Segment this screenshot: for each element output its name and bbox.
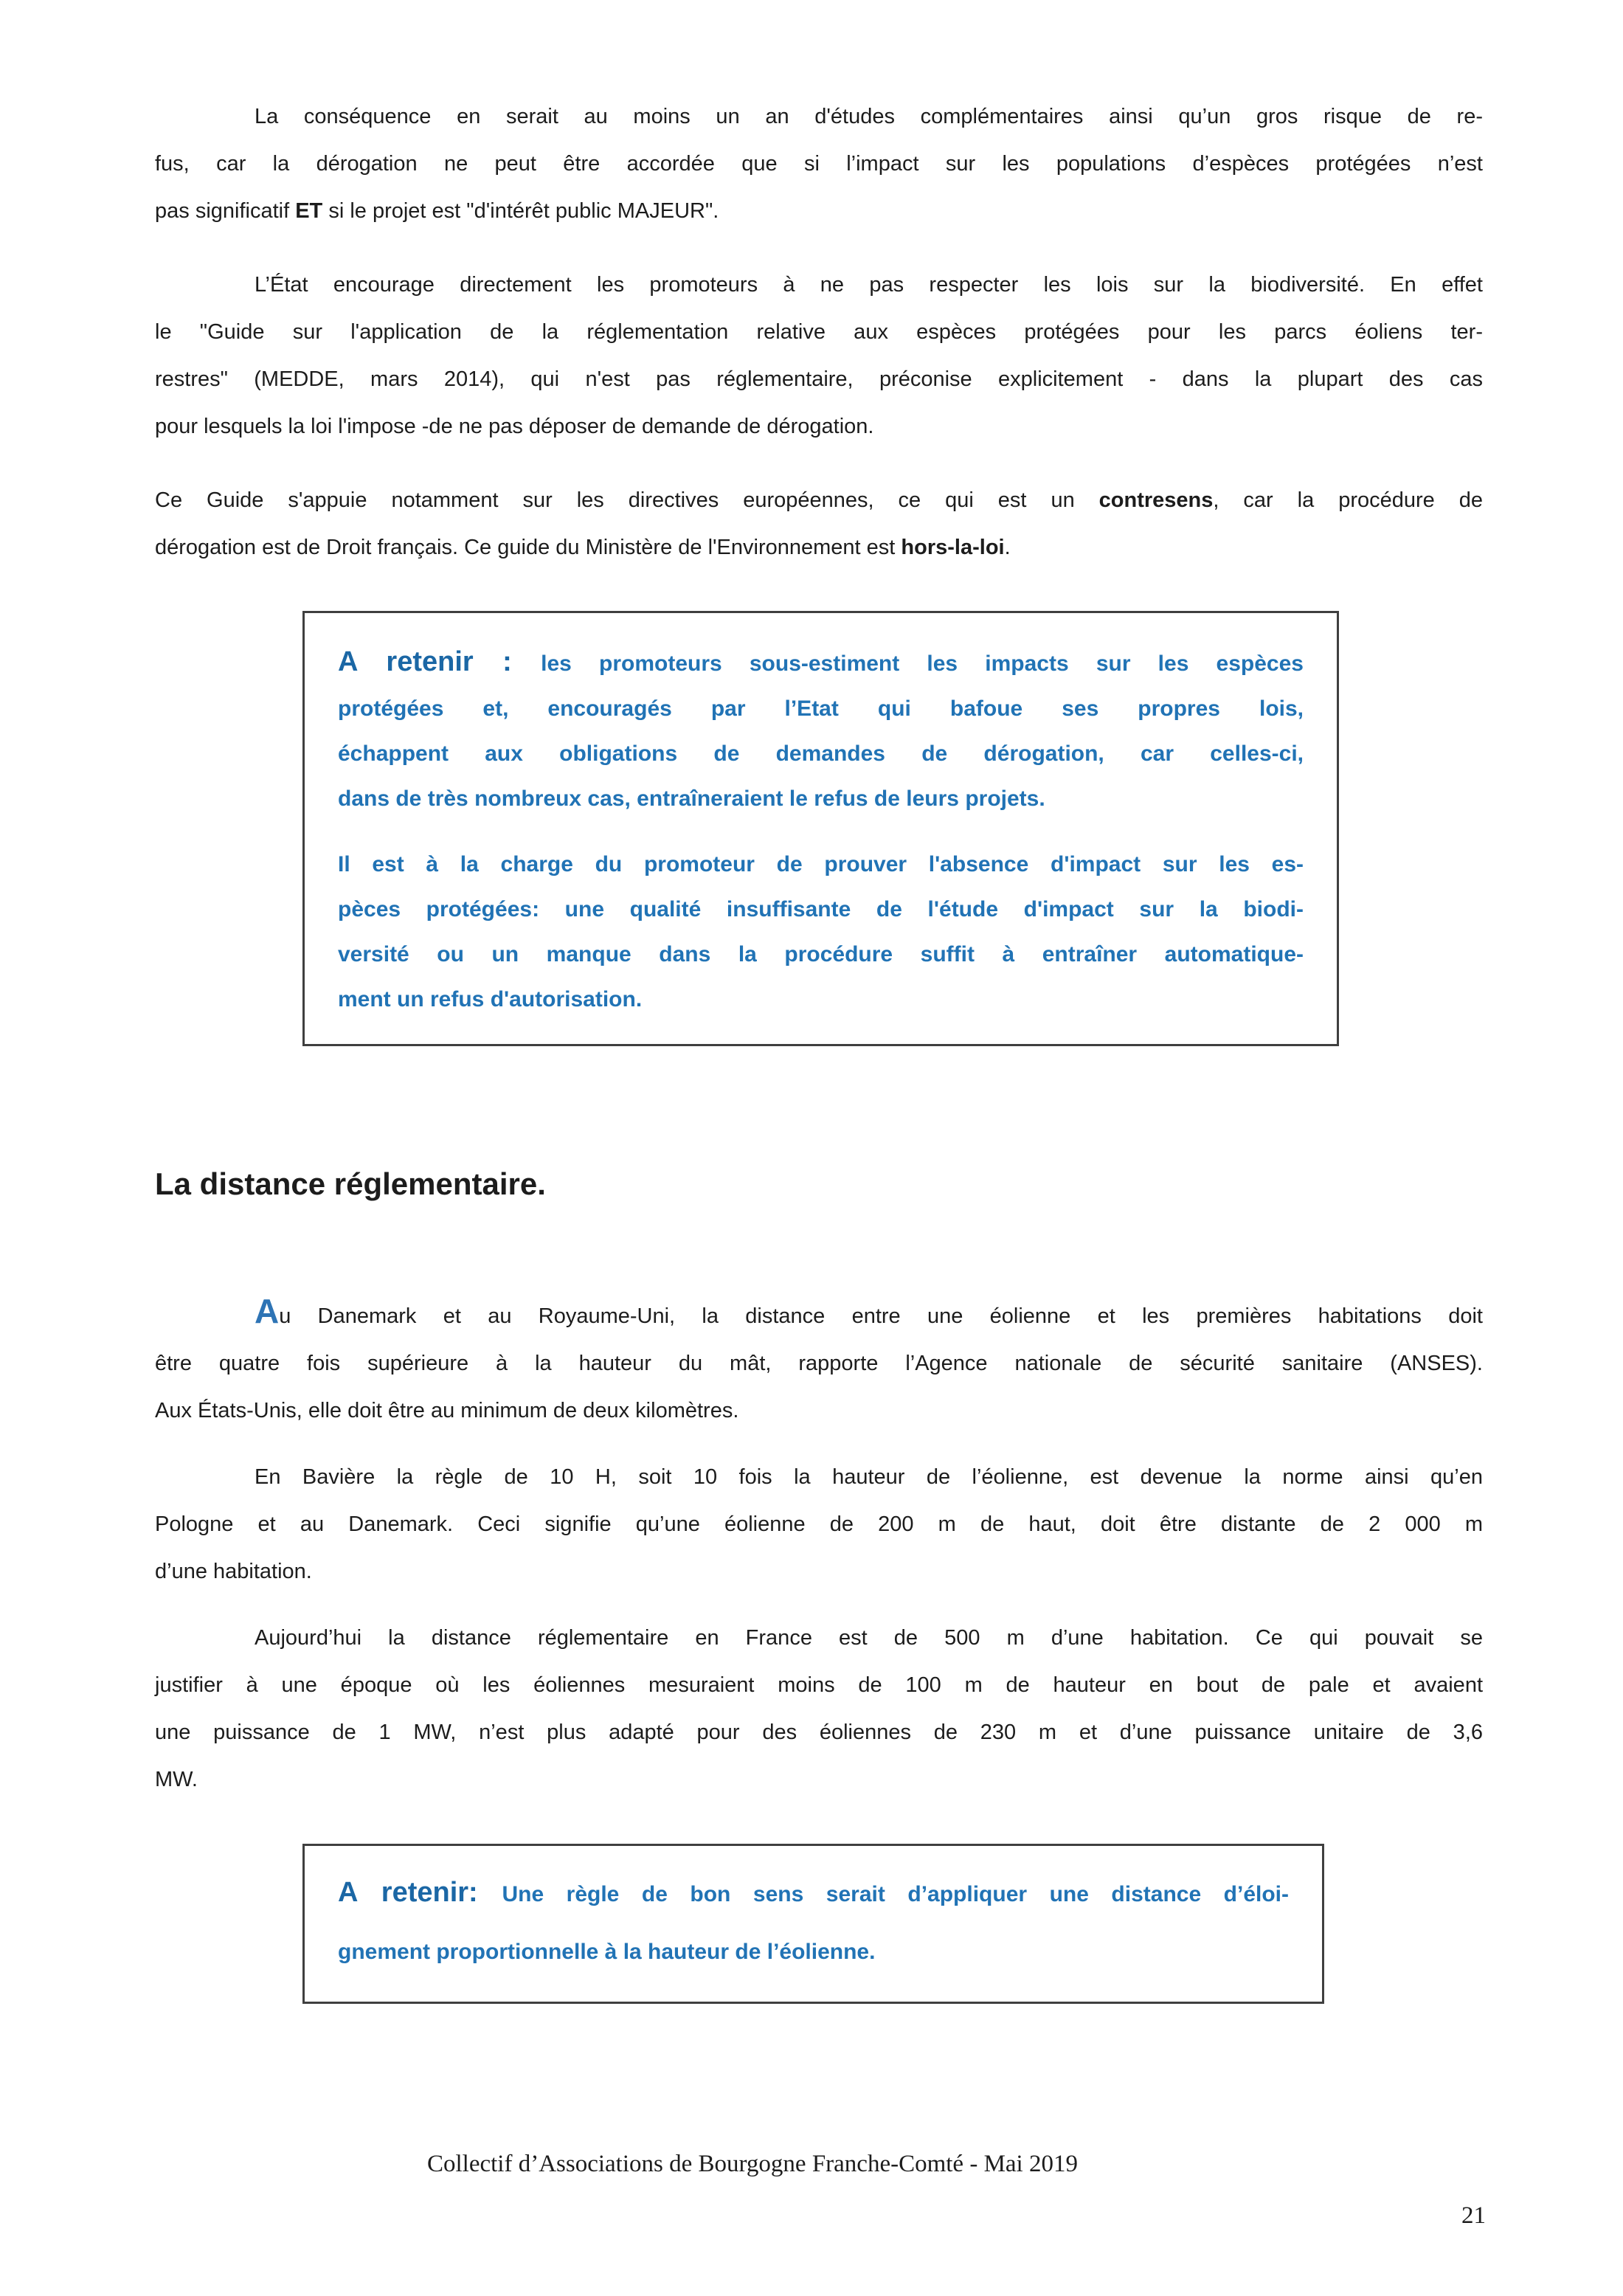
text-line: ment un refus d'autorisation.	[338, 987, 643, 1012]
bold-text: hors-la-loi	[901, 536, 1005, 559]
text-segment: pas significatif	[155, 199, 296, 223]
footer-text: Collectif d’Associations de Bourgogne Franche-Comté - Mai 2019	[427, 2151, 1078, 2177]
text-line: pour lesquels la loi l'impose -de ne pas déposer de demande de dérogation.	[155, 415, 874, 438]
text-line: gnement proportionnelle à la hauteur de l’éolienne.	[338, 1940, 876, 1964]
callout-label: A retenir :	[338, 646, 541, 677]
callout-box	[302, 1844, 1324, 2004]
callout-paragraph	[338, 640, 1304, 821]
text-line: Aux États-Unis, elle doit être au minimum de deux kilomètres.	[155, 1399, 739, 1422]
text-segment: Une règle de bon sens serait d’appliquer une distance d’éloi-	[502, 1882, 1289, 1906]
text-line	[338, 1864, 1289, 1923]
callout-paragraph	[338, 842, 1304, 1022]
text-line: être quatre fois supérieure à la hauteur du mât, rapporte l’Agence nationale de sécurité sanitaire (ANSES).	[155, 1352, 1483, 1375]
paragraph	[155, 261, 1483, 450]
text-line	[155, 524, 1483, 571]
text-line: le "Guide sur l'application de la réglementation relative aux espèces protégées pour les parcs éoliens ter-	[155, 320, 1483, 344]
text-line: MW.	[155, 1768, 198, 1791]
text-segment: les promoteurs sous-estiment les impacts sur les espèces	[541, 651, 1304, 676]
text-line	[155, 1287, 1483, 1340]
bold-text: ET	[295, 199, 323, 223]
text-segment: u Danemark et au Royaume-Uni, la distance entre une éolienne et les premières habitations doit	[279, 1304, 1483, 1328]
text-line	[155, 187, 1483, 235]
paragraph	[155, 1614, 1483, 1803]
text-line: justifier à une époque où les éoliennes mesuraient moins de 100 m de hauteur en bout de pale et avaient	[155, 1673, 1483, 1697]
callout-box	[302, 611, 1339, 1046]
text-line: dans de très nombreux cas, entraîneraient le refus de leurs projets.	[338, 786, 1045, 811]
text-segment: .	[1004, 536, 1011, 559]
text-line: Aujourd’hui la distance réglementaire en France est de 500 m d’une habitation. Ce qui pouvait se	[255, 1626, 1483, 1650]
bold-text: contresens	[1098, 488, 1214, 512]
text-line: échappent aux obligations de demandes de dérogation, car celles-ci,	[338, 741, 1304, 766]
text-segment: si le projet est "d'intérêt public MAJEUR".	[322, 199, 719, 223]
text-line	[155, 477, 1483, 524]
text-line: La conséquence en serait au moins un an d'études complémentaires ainsi qu’un gros risque de re-	[255, 105, 1483, 128]
text-line: d’une habitation.	[155, 1560, 312, 1583]
text-line: En Bavière la règle de 10 H, soit 10 fois la hauteur de l’éolienne, est devenue la norme ainsi qu’en	[255, 1465, 1483, 1489]
text-line: pèces protégées: une qualité insuffisante de l'étude d'impact sur la biodi-	[338, 897, 1304, 921]
paragraph	[155, 477, 1483, 571]
text-line: L’État encourage directement les promoteurs à ne pas respecter les lois sur la biodiversité. En effet	[255, 273, 1483, 297]
paragraph	[155, 1453, 1483, 1595]
text-segment: , car la procédure de	[1213, 488, 1484, 512]
text-segment: dérogation est de Droit français. Ce guide du Ministère de l'Environnement est	[155, 536, 902, 559]
text-line: fus, car la dérogation ne peut être accordée que si l’impact sur les populations d’espèces protégées n’est	[155, 152, 1483, 176]
document-body	[155, 93, 1483, 2004]
callout-label: A retenir:	[338, 1877, 502, 1908]
text-line: restres" (MEDDE, mars 2014), qui n'est pas réglementaire, préconise explicitement - dans la plupart des cas	[155, 367, 1483, 391]
paragraph	[155, 93, 1483, 235]
page-number: 21	[1461, 2202, 1486, 2229]
text-line: Il est à la charge du promoteur de prouver l'absence d'impact sur les es-	[338, 852, 1304, 876]
text-segment: Ce Guide s'appuie notamment sur les directives européennes, ce qui est un	[155, 488, 1099, 512]
text-line	[338, 640, 1304, 686]
text-line: une puissance de 1 MW, n’est plus adapté pour des éoliennes de 230 m et d’une puissance unitaire de 3,6	[155, 1721, 1483, 1744]
section-heading: La distance réglementaire.	[155, 1166, 546, 1201]
callout-paragraph	[338, 1864, 1289, 1981]
paragraph	[155, 1287, 1483, 1434]
text-line: protégées et, encouragés par l’Etat qui bafoue ses propres lois,	[338, 696, 1304, 721]
text-line: versité ou un manque dans la procédure suffit à entraîner automatique-	[338, 942, 1304, 967]
drop-cap: A	[255, 1292, 280, 1330]
text-line: Pologne et au Danemark. Ceci signifie qu’une éolienne de 200 m de haut, doit être distante de 2 000 m	[155, 1512, 1483, 1536]
